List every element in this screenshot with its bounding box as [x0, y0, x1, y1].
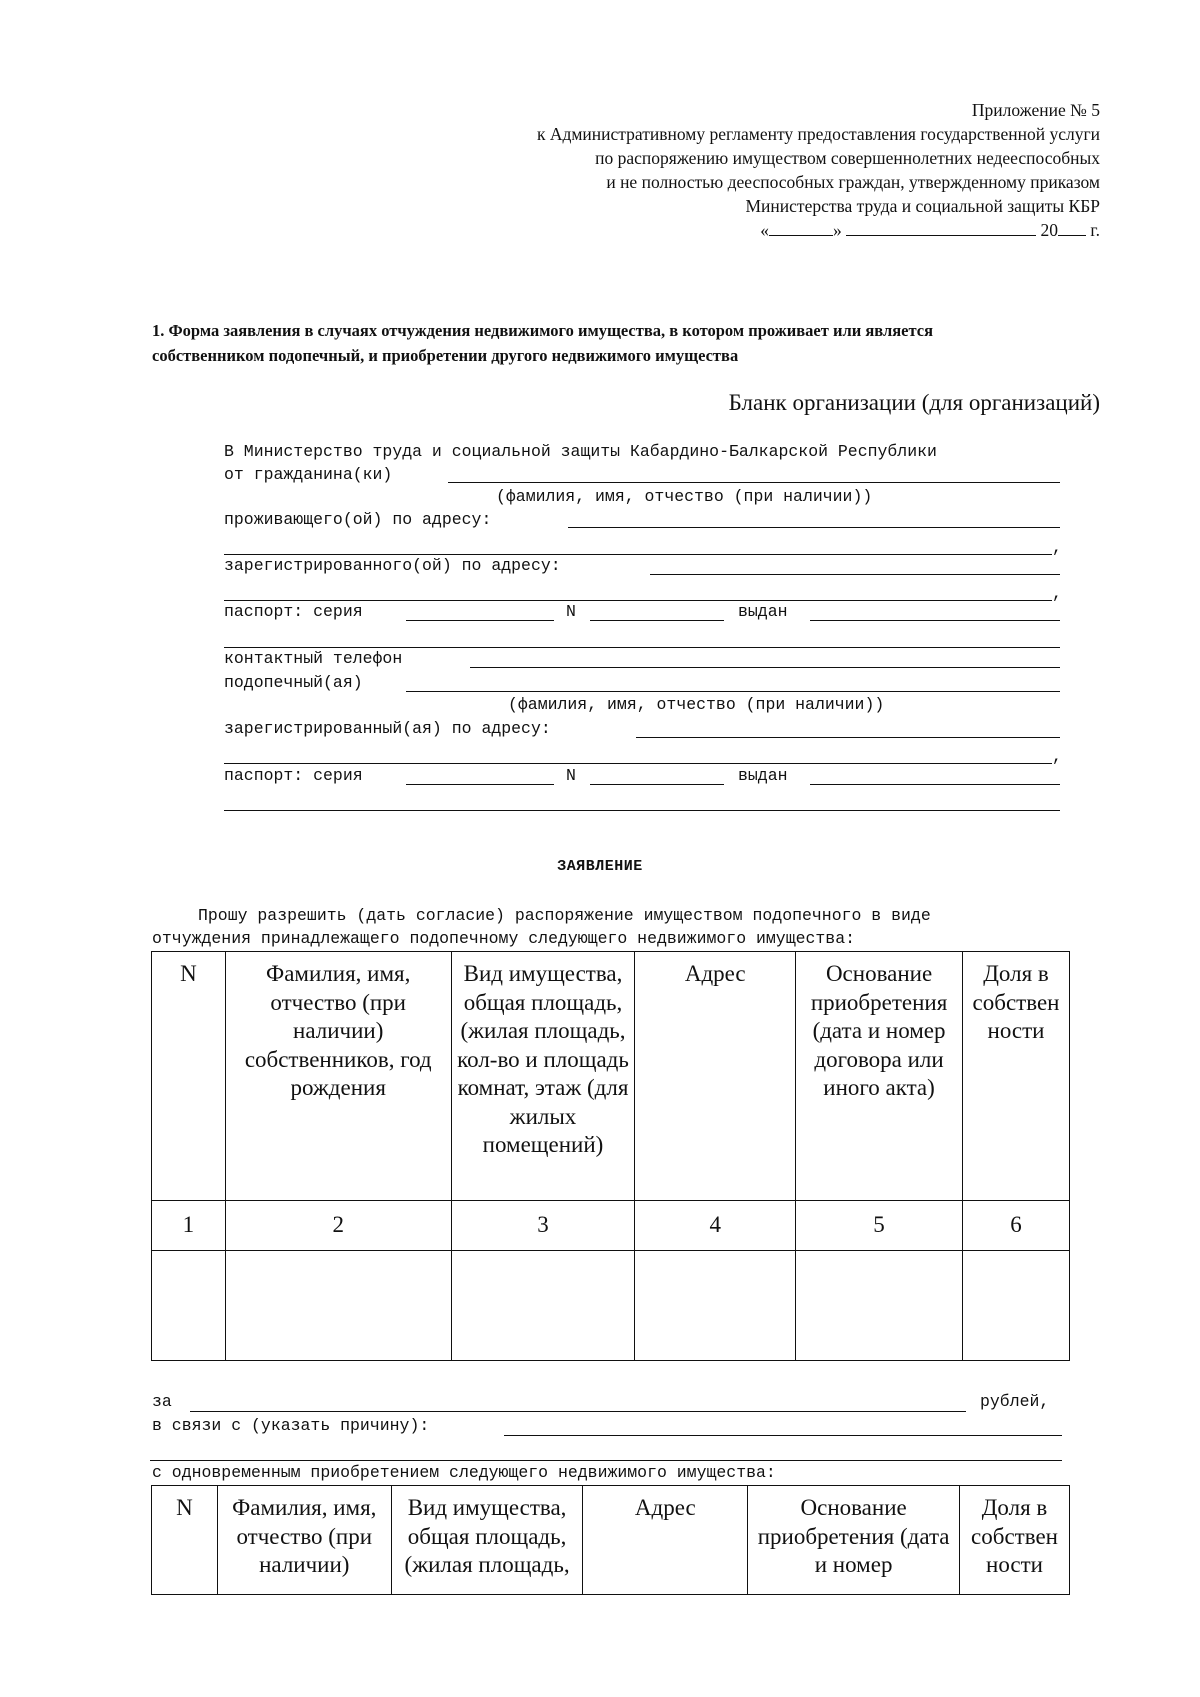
- passport-series-label: паспорт: серия: [224, 602, 363, 621]
- price-rubles-label: рублей,: [980, 1392, 1050, 1411]
- appendix-date-line: [537, 218, 1100, 242]
- header-cell-property-type: Вид имущества, общая площадь, (жилая площадь, кол-во и площадь комнат, этаж (для жилых помещений): [451, 952, 635, 1201]
- from-citizen-label: от гражданина(ки): [224, 465, 393, 484]
- date-month-blank[interactable]: [846, 220, 1036, 236]
- column-number-3: 3: [451, 1201, 635, 1251]
- living-address-field[interactable]: [568, 527, 1060, 528]
- ward-passport-n-label: N: [566, 766, 576, 785]
- living-address-label: проживающего(ой) по адресу:: [224, 510, 492, 529]
- header-cell-address: Адрес: [635, 952, 796, 1201]
- header2-cell-property-type: Вид имущества, общая площадь, (жилая площадь,: [391, 1486, 583, 1595]
- passport-issued-field[interactable]: [810, 620, 1060, 621]
- empty-cell[interactable]: [152, 1251, 226, 1361]
- table2-header-row: [152, 1486, 1070, 1595]
- appendix-line-order: и не полностью дееспособных граждан, утвержденному приказом: [606, 172, 1100, 192]
- empty-cell[interactable]: [796, 1251, 963, 1361]
- date-open-quote: «: [760, 220, 770, 240]
- appendix-line-regulation: к Административному регламенту предоставления государственной услуги: [536, 124, 1100, 144]
- registered-address-label: зарегистрированного(ой) по адресу:: [224, 556, 561, 575]
- ward-label: подопечный(ая): [224, 673, 363, 692]
- column-number-1: 1: [152, 1201, 226, 1251]
- ward-passport-issued-label: выдан: [738, 766, 788, 785]
- header2-cell-acquisition-basis: Основание приобретения (дата и номер: [748, 1486, 960, 1595]
- ward-fio-hint: (фамилия, имя, отчество (при наличии)): [508, 695, 885, 714]
- form-title-line-1: 1. Форма заявления в случаях отчуждения недвижимого имущества, в котором проживает или является: [152, 321, 934, 340]
- passport-number-field[interactable]: [590, 620, 724, 621]
- ward-registered-field[interactable]: [636, 737, 1060, 738]
- acquisition-property-table: [151, 1485, 1070, 1595]
- appendix-number: Приложение № 5: [971, 100, 1100, 120]
- price-amount-field[interactable]: [190, 1411, 966, 1412]
- form-title-line-2: собственником подопечный, и приобретении другого недвижимого имущества: [152, 346, 739, 365]
- column-number-6: 6: [963, 1201, 1070, 1251]
- appendix-block: [537, 98, 1100, 242]
- alienation-property-table: [151, 951, 1070, 1361]
- column-number-4: 4: [635, 1201, 796, 1251]
- living-address-comma: ,: [1052, 538, 1062, 557]
- date-close-quote: »: [833, 220, 842, 240]
- ward-passport-issued-field-2[interactable]: [224, 810, 1060, 811]
- acquisition-label: с одновременным приобретением следующего недвижимого имущества:: [152, 1463, 776, 1482]
- passport-n-label: N: [566, 602, 576, 621]
- living-address-field-2[interactable]: [224, 554, 1052, 555]
- statement-title: ЗАЯВЛЕНИЕ: [557, 858, 643, 875]
- registered-address-comma: ,: [1052, 584, 1062, 603]
- column-number-5: 5: [796, 1201, 963, 1251]
- header-cell-n: N: [152, 952, 226, 1201]
- ward-registered-label: зарегистрированный(ая) по адресу:: [224, 719, 551, 738]
- date-year-blank[interactable]: [1058, 220, 1086, 236]
- header2-cell-share: Доля в собствен ности: [960, 1486, 1070, 1595]
- appendix-line-ministry: Министерства труда и социальной защиты КБР: [745, 196, 1100, 216]
- contact-phone-label: контактный телефон: [224, 649, 403, 668]
- header2-cell-address: Адрес: [583, 1486, 748, 1595]
- passport-issued-label: выдан: [738, 602, 788, 621]
- header-cell-acquisition-basis: Основание приобретения (дата и номер договора или иного акта): [796, 952, 963, 1201]
- reason-label: в связи с (указать причину):: [152, 1416, 430, 1435]
- date-year-prefix: 20: [1040, 220, 1059, 240]
- table-header-row: [152, 952, 1070, 1201]
- header2-cell-n: N: [152, 1486, 218, 1595]
- empty-cell[interactable]: [225, 1251, 451, 1361]
- contact-phone-field[interactable]: [470, 667, 1060, 668]
- empty-cell[interactable]: [963, 1251, 1070, 1361]
- ward-passport-number-field[interactable]: [590, 784, 724, 785]
- registered-address-field-2[interactable]: [224, 600, 1052, 601]
- reason-field-2[interactable]: [150, 1460, 1062, 1461]
- empty-cell[interactable]: [635, 1251, 796, 1361]
- header2-cell-owners: Фамилия, имя, отчество (при наличии): [217, 1486, 391, 1595]
- ward-registered-comma: ,: [1052, 747, 1062, 766]
- reason-field[interactable]: [504, 1435, 1062, 1436]
- table-empty-row: [152, 1251, 1070, 1361]
- passport-issued-field-2[interactable]: [224, 647, 1060, 648]
- org-blank-label: Бланк организации (для организаций): [728, 390, 1100, 415]
- passport-series-field[interactable]: [406, 620, 554, 621]
- ward-passport-series-field[interactable]: [406, 784, 554, 785]
- ministry-line: В Министерство труда и социальной защиты Кабардино-Балкарской Республики: [224, 442, 937, 461]
- statement-intro-line-1: Прошу разрешить (дать согласие) распоряжение имуществом подопечного в виде: [198, 906, 931, 925]
- ward-name-field[interactable]: [406, 691, 1060, 692]
- header-cell-share: Доля в собствен ности: [963, 952, 1070, 1201]
- date-year-suffix: г.: [1090, 220, 1100, 240]
- appendix-line-disposal: по распоряжению имуществом совершеннолетних недееспособных: [595, 148, 1100, 168]
- table-number-row: [152, 1201, 1070, 1251]
- header-cell-owners: Фамилия, имя, отчество (при наличии) собственников, год рождения: [225, 952, 451, 1201]
- ward-registered-field-2[interactable]: [224, 763, 1052, 764]
- price-za-label: за: [152, 1392, 172, 1411]
- statement-intro-line-2: отчуждения принадлежащего подопечному следующего недвижимого имущества:: [152, 929, 856, 948]
- citizen-name-field[interactable]: [448, 482, 1060, 483]
- ward-passport-issued-field[interactable]: [810, 784, 1060, 785]
- registered-address-field[interactable]: [650, 574, 1060, 575]
- column-number-2: 2: [225, 1201, 451, 1251]
- date-day-blank[interactable]: [769, 220, 833, 236]
- form-title: [152, 318, 1100, 368]
- empty-cell[interactable]: [451, 1251, 635, 1361]
- ward-passport-series-label: паспорт: серия: [224, 766, 363, 785]
- citizen-fio-hint: (фамилия, имя, отчество (при наличии)): [496, 487, 873, 506]
